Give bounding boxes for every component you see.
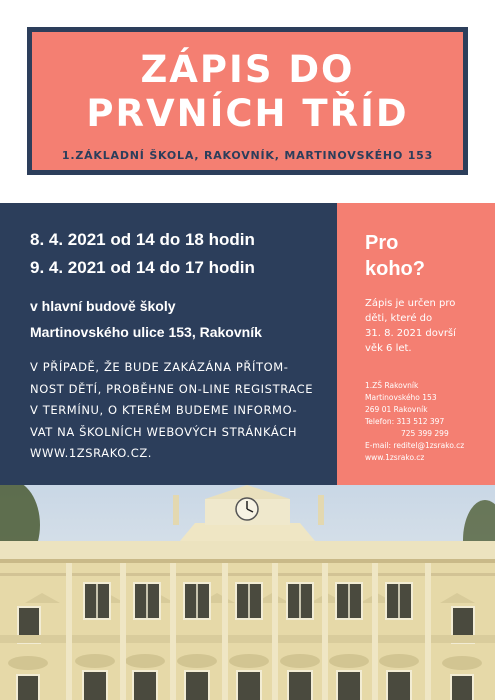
school-subtitle: 1.ZÁKLADNÍ ŠKOLA, RAKOVNÍK, MARTINOVSKÉHO 153: [61, 149, 434, 162]
date-line-2: 9. 4. 2021 od 14 do 17 hodin: [30, 258, 255, 277]
contact-school: 1.ZŠ Rakovník: [365, 381, 419, 390]
audience-heading: [365, 230, 425, 282]
contact-phone: Telefon: 313 512 397: [365, 417, 445, 426]
location-line-2: Martinovského ulice 153, Rakovník: [30, 324, 262, 340]
contact-city: 269 01 Rakovník: [365, 405, 428, 414]
school-building-photo: [0, 485, 495, 700]
audience-desc-line: děti, které do: [365, 313, 433, 324]
registration-notice: [30, 357, 330, 465]
location-line-1: v hlavní budově školy: [30, 298, 176, 314]
notice-line: VAT NA ŠKOLNÍCH WEBOVÝCH STRÁNKÁCH: [30, 424, 298, 439]
notice-line: NOST DĚTÍ, PROBĚHNE ON-LINE REGISTRACE: [30, 381, 314, 396]
page-title: [32, 48, 463, 136]
notice-line: V PŘÍPADĚ, ŽE BUDE ZAKÁZÁNA PŘÍTOM-: [30, 360, 289, 374]
date-line-1: 8. 4. 2021 od 14 do 18 hodin: [30, 230, 255, 249]
title-line-1: ZÁPIS DO: [140, 48, 355, 91]
audience-desc-line: Zápis je určen pro: [365, 298, 456, 309]
notice-line: V TERMÍNU, O KTERÉM BUDEME INFORMO-: [30, 403, 298, 417]
contact-website[interactable]: www.1zsrako.cz: [365, 453, 425, 462]
notice-line: WWW.1ZSRAKO.CZ.: [30, 446, 153, 460]
title-line-2: PRVNÍCH TŘÍD: [86, 92, 409, 135]
audience-heading-line-2: koho?: [365, 258, 425, 280]
audience-desc-line: věk 6 let.: [365, 343, 412, 354]
audience-description: [365, 296, 490, 356]
audience-desc-line: 31. 8. 2021 dovrší: [365, 328, 456, 339]
contact-phone-2: 725 399 299: [401, 429, 449, 438]
school-building-illustration: [0, 485, 495, 700]
audience-heading-line-1: Pro: [365, 232, 399, 254]
contact-block: [365, 380, 495, 464]
school-clock-icon: [236, 498, 258, 520]
contact-street: Martinovského 153: [365, 393, 437, 402]
contact-email[interactable]: E-mail: reditel@1zsrako.cz: [365, 441, 465, 450]
header-banner: [27, 27, 468, 175]
